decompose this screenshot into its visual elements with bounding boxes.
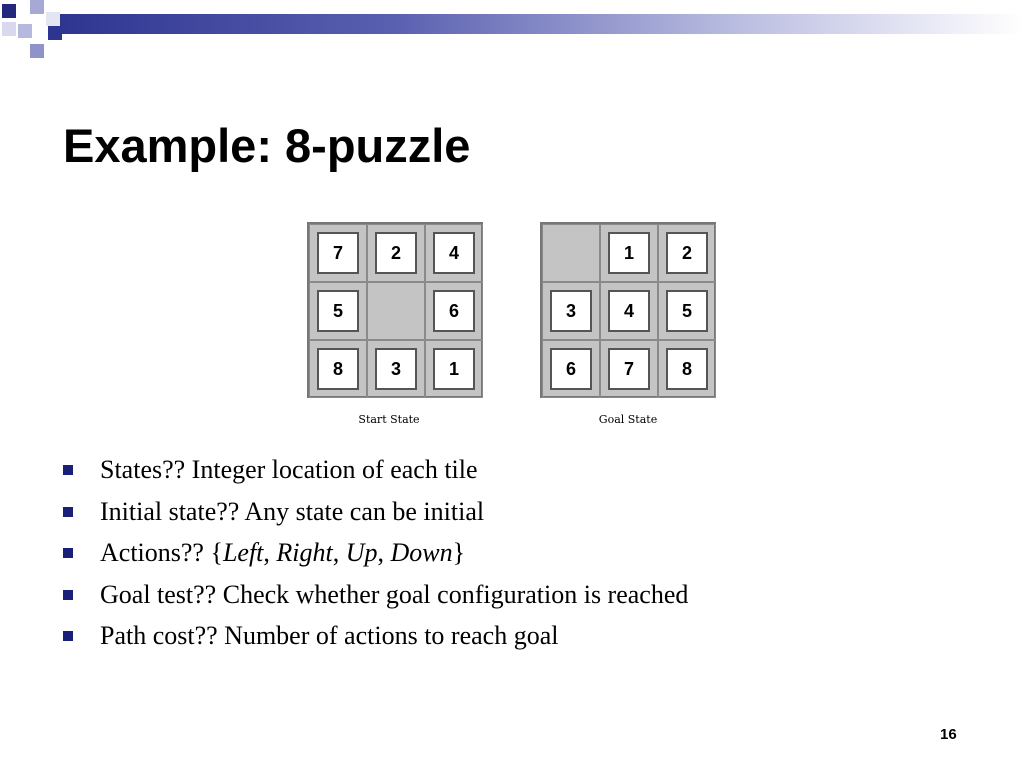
square-bullet-icon [63, 507, 73, 517]
puzzle-tile: 1 [433, 348, 475, 390]
puzzle-tile: 6 [550, 348, 592, 390]
puzzle-cell [600, 224, 658, 282]
start-state-caption: Start State [358, 413, 420, 426]
puzzle-cell [309, 340, 367, 398]
puzzle-tile: 3 [550, 290, 592, 332]
puzzle-cell [542, 282, 600, 340]
puzzle-tile: 7 [317, 232, 359, 274]
puzzle-cell [542, 340, 600, 398]
square-bullet-icon [63, 631, 73, 641]
action-down: Down [390, 538, 453, 567]
puzzle-cell [600, 340, 658, 398]
start-state-grid [307, 222, 483, 398]
decor-square [30, 44, 44, 58]
puzzle-tile: 7 [608, 348, 650, 390]
puzzle-tile: 2 [666, 232, 708, 274]
puzzle-cell [600, 282, 658, 340]
bullet-text-actions [100, 537, 465, 569]
puzzle-cell [367, 340, 425, 398]
decor-square [18, 24, 32, 38]
bullet-text: Path cost?? Number of actions to reach goal [100, 621, 559, 650]
action-separator: , [332, 538, 346, 567]
action-right: Right [276, 538, 333, 567]
puzzle-cell [425, 224, 483, 282]
action-left: Left [222, 538, 264, 567]
decor-square [46, 12, 60, 26]
puzzle-cell [309, 224, 367, 282]
actions-suffix: } [452, 538, 466, 567]
puzzle-tile: 1 [608, 232, 650, 274]
decor-square [2, 22, 16, 36]
decor-square [48, 26, 62, 40]
puzzle-tile: 4 [433, 232, 475, 274]
puzzle-tile: 5 [666, 290, 708, 332]
puzzle-cell [425, 282, 483, 340]
decor-square [30, 0, 44, 14]
puzzle-tile: 6 [433, 290, 475, 332]
header-gradient-bar [56, 14, 1024, 34]
bullet-text: Goal test?? Check whether goal configuration is reached [100, 579, 689, 609]
action-separator: , [377, 538, 391, 567]
puzzle-tile: 8 [666, 348, 708, 390]
puzzle-cell [425, 340, 483, 398]
puzzle-tile: 4 [608, 290, 650, 332]
square-bullet-icon [63, 465, 73, 475]
actions-prefix: Actions?? { [100, 538, 223, 567]
puzzle-tile: 2 [375, 232, 417, 274]
slide-title: Example: 8-puzzle [63, 119, 471, 172]
puzzle-cell [658, 282, 716, 340]
action-separator: , [263, 538, 277, 567]
goal-state-caption: Goal State [598, 413, 658, 426]
puzzle-cell [367, 224, 425, 282]
puzzle-blank-cell [542, 224, 600, 282]
puzzle-cell [309, 282, 367, 340]
page-number: 16 [940, 726, 957, 743]
puzzle-tile: 5 [317, 290, 359, 332]
bullet-text: States?? Integer location of each tile [100, 455, 478, 484]
puzzle-cell [658, 340, 716, 398]
puzzle-tile: 8 [317, 348, 359, 390]
decor-square [2, 4, 16, 18]
puzzle-tile: 3 [375, 348, 417, 390]
action-up: Up [345, 538, 378, 567]
goal-state-grid [540, 222, 716, 398]
puzzle-cell [658, 224, 716, 282]
bullet-text: Initial state?? Any state can be initial [100, 496, 485, 526]
square-bullet-icon [63, 590, 73, 600]
puzzle-blank-cell [367, 282, 425, 340]
square-bullet-icon [63, 548, 73, 558]
